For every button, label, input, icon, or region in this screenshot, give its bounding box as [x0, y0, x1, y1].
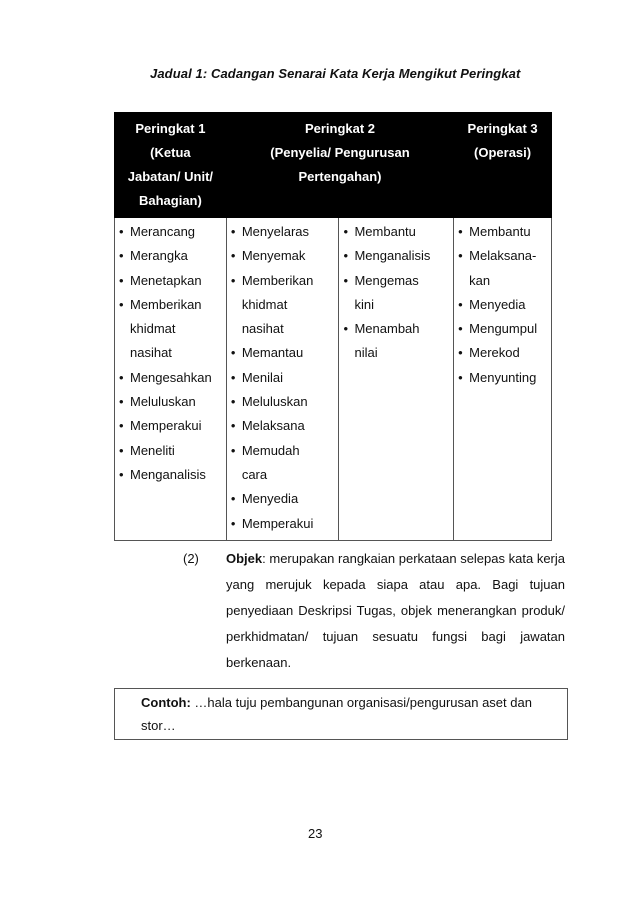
header-line: Peringkat 2 [304, 121, 376, 136]
paragraph-term: Objek [226, 551, 263, 566]
table-caption: Jadual 1: Cadangan Senarai Kata Kerja Mengikut Peringkat [150, 66, 521, 81]
list-item: • Meneliti [119, 439, 224, 463]
header-peringkat-2 [226, 113, 453, 218]
column-peringkat-2b [339, 218, 454, 541]
list-item: • Mengumpul [458, 317, 549, 341]
header-line: (Ketua [150, 145, 191, 160]
list-item: nasihat [241, 321, 284, 337]
list-item: • Melaksana- [458, 244, 549, 268]
list-item: • Memudah [231, 439, 337, 463]
list-item: • Memantau [231, 341, 337, 365]
column-peringkat-1 [115, 218, 227, 541]
verb-table [114, 112, 552, 541]
table-body-row [115, 218, 552, 541]
list-item: • Merekod [458, 341, 549, 365]
header-line: Bahagian) [138, 193, 202, 208]
list-item: • Memberikan [119, 293, 224, 317]
example-box [114, 688, 568, 740]
list-item: • Meluluskan [231, 390, 337, 414]
list-item: • Menganalisis [119, 463, 224, 487]
list-item: • Mengemas [343, 269, 451, 293]
list-item: • Menetapkan [119, 269, 224, 293]
column-peringkat-2a [226, 218, 339, 541]
list-item: • Merancang [119, 220, 224, 244]
header-line: (Penyelia/ Pengurusan [270, 145, 410, 160]
list-item: • Memperakui [231, 512, 337, 536]
column-peringkat-3 [454, 218, 552, 541]
example-label: Contoh: [141, 695, 191, 710]
list-item: • Menyelaras [231, 220, 337, 244]
list-item: • Menyedia [458, 293, 549, 317]
list-item: • Meluluskan [119, 390, 224, 414]
list-item: kini [354, 296, 374, 312]
list-item: • Merangka [119, 244, 224, 268]
list-item: • Menyemak [231, 244, 337, 268]
list-item: • Menyunting [458, 366, 549, 390]
header-peringkat-1 [115, 113, 227, 218]
list-item: • Memperakui [119, 414, 224, 438]
list-item: • Memberikan [231, 269, 337, 293]
list-item: • Menilai [231, 366, 337, 390]
list-item: • Menambah [343, 317, 451, 341]
list-item: nasihat [130, 345, 172, 361]
paragraph-body [226, 546, 565, 676]
objek-paragraph [183, 546, 565, 676]
header-peringkat-3 [454, 113, 552, 218]
list-item: • Melaksana [231, 414, 337, 438]
header-line: Pertengahan) [298, 169, 382, 184]
header-line: (Operasi) [474, 145, 532, 160]
list-item: nilai [354, 345, 378, 361]
list-item: cara [241, 466, 268, 482]
list-item: • Mengesahkan [119, 366, 224, 390]
example-text: …hala tuju pembangunan organisasi/pengurusan aset dan stor… [141, 695, 532, 733]
list-item: khidmat [130, 321, 176, 337]
list-item: • Menganalisis [343, 244, 451, 268]
list-item: khidmat [241, 296, 288, 312]
header-line: Peringkat 1 [135, 121, 206, 136]
paragraph-number: (2) [183, 551, 199, 566]
page-number: 23 [308, 826, 323, 841]
list-item: kan [469, 272, 491, 288]
header-line: Peringkat 3 [467, 121, 538, 136]
table-header-row [115, 113, 552, 218]
paragraph-text: : merupakan rangkaian perkataan selepas kata kerja yang merujuk kepada siapa atau apa. Bagi tujuan penyediaan Deskripsi Tugas, objek menerangkan produk/ perkhidmatan/ tujuan sesuatu fungsi bagi jawatan berkenaan. [226, 551, 565, 670]
header-line: Jabatan/ Unit/ [127, 169, 214, 184]
list-item: • Membantu [343, 220, 451, 244]
list-item: • Menyedia [231, 487, 337, 511]
list-item: • Membantu [458, 220, 549, 244]
